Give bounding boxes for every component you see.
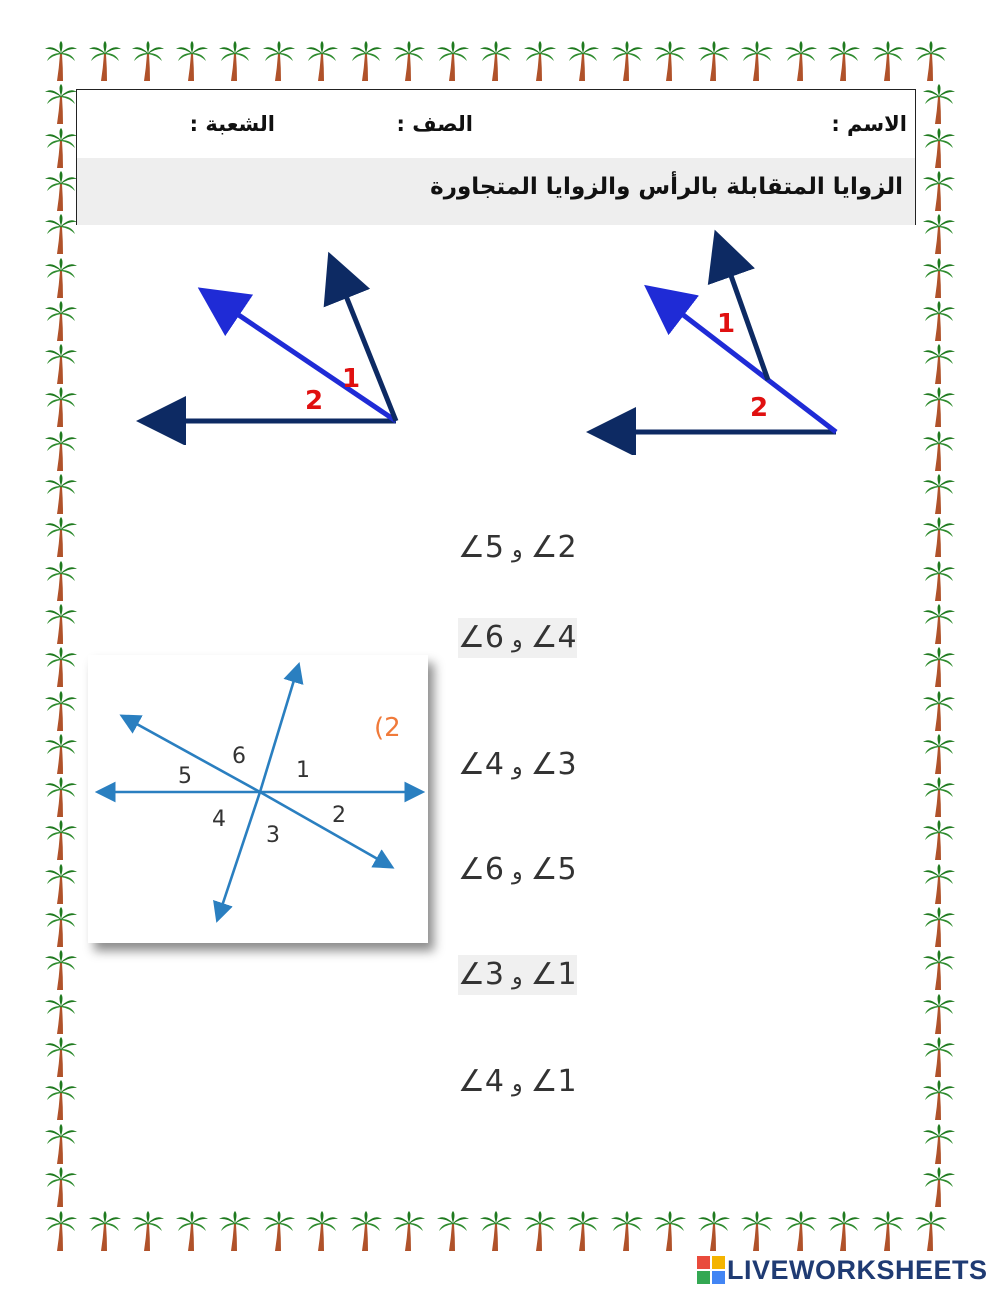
non-adjacent-angles-figure: [580, 225, 860, 455]
palm-tree-icon: [44, 300, 78, 342]
joiner-word: و: [511, 538, 523, 563]
palm-tree-icon: [44, 906, 78, 948]
liveworksheets-logo: [697, 1254, 988, 1286]
palm-tree-icon: [44, 690, 78, 732]
first-angle: ∠2: [530, 530, 577, 565]
question-number-note: (2: [374, 713, 401, 743]
palm-tree-icon: [262, 40, 296, 82]
second-angle: ∠4: [458, 747, 504, 782]
palm-tree-icon: [922, 733, 956, 775]
palm-tree-icon: [922, 646, 956, 688]
palm-tree-icon: [914, 1210, 948, 1252]
angle-label-2: 2: [332, 803, 346, 828]
palm-tree-icon: [922, 690, 956, 732]
palm-tree-icon: [871, 1210, 905, 1252]
joiner-word: و: [511, 860, 523, 885]
palm-tree-icon: [922, 386, 956, 428]
palm-tree-icon: [44, 993, 78, 1035]
palm-tree-icon: [922, 949, 956, 991]
palm-tree-icon: [44, 386, 78, 428]
palm-tree-icon: [922, 776, 956, 818]
palm-tree-icon: [44, 949, 78, 991]
palm-tree-icon: [131, 1210, 165, 1252]
section-label: الشعبة :: [189, 112, 275, 136]
palm-tree-icon: [922, 1079, 956, 1121]
brand-name: LIVEWORKSHEETS: [727, 1254, 988, 1285]
palm-tree-icon: [44, 1079, 78, 1121]
palm-tree-icon: [44, 516, 78, 558]
palm-tree-icon: [44, 646, 78, 688]
angle-pair[interactable]: [458, 850, 577, 890]
palm-tree-icon: [88, 1210, 122, 1252]
joiner-word: و: [511, 628, 523, 653]
palm-tree-icon: [88, 40, 122, 82]
palm-tree-icon: [392, 40, 426, 82]
palm-tree-icon: [175, 40, 209, 82]
second-angle: ∠6: [458, 620, 504, 655]
palm-tree-icon: [922, 863, 956, 905]
palm-tree-icon: [44, 257, 78, 299]
palm-tree-icon: [827, 1210, 861, 1252]
palm-tree-icon: [827, 40, 861, 82]
palm-tree-icon: [566, 1210, 600, 1252]
second-angle: ∠6: [458, 852, 504, 887]
palm-tree-icon: [305, 1210, 339, 1252]
angle-label-3: 3: [266, 823, 280, 848]
first-angle: ∠4: [530, 620, 577, 655]
palm-tree-icon: [44, 1123, 78, 1165]
palm-tree-icon: [566, 40, 600, 82]
second-angle: ∠4: [458, 1064, 504, 1099]
angle-pair[interactable]: [458, 528, 577, 568]
intersecting-lines-card: [88, 655, 428, 943]
palm-tree-icon: [922, 1036, 956, 1078]
steep-line-up: [260, 667, 298, 792]
palm-tree-icon: [44, 819, 78, 861]
palm-tree-icon: [44, 560, 78, 602]
palm-tree-icon: [262, 1210, 296, 1252]
angle-label-2: 2: [305, 386, 324, 416]
first-angle: ∠1: [530, 957, 577, 992]
palm-tree-icon: [218, 40, 252, 82]
first-angle: ∠5: [530, 852, 577, 887]
name-label: الاسم :: [831, 112, 907, 136]
palm-tree-icon: [610, 40, 644, 82]
palm-tree-icon: [740, 1210, 774, 1252]
palm-tree-icon: [218, 1210, 252, 1252]
palm-tree-icon: [44, 1036, 78, 1078]
palm-tree-icon: [479, 40, 513, 82]
palm-tree-icon: [44, 1210, 78, 1252]
worksheet-header: [76, 89, 916, 225]
palm-tree-icon: [436, 1210, 470, 1252]
palm-tree-icon: [871, 40, 905, 82]
angle-pair[interactable]: [458, 618, 577, 658]
adjacent-angles-figure: [120, 245, 420, 445]
palm-tree-icon: [922, 473, 956, 515]
palm-tree-icon: [922, 430, 956, 472]
palm-tree-icon: [44, 83, 78, 125]
palm-tree-icon: [922, 127, 956, 169]
palm-tree-icon: [922, 1166, 956, 1208]
palm-tree-icon: [922, 993, 956, 1035]
angle-label-4: 4: [212, 807, 226, 832]
palm-tree-icon: [523, 1210, 557, 1252]
ray-middle: [206, 293, 396, 421]
palm-tree-icon: [922, 603, 956, 645]
palm-tree-icon: [922, 560, 956, 602]
palm-tree-icon: [175, 1210, 209, 1252]
palm-tree-icon: [784, 40, 818, 82]
palm-tree-icon: [44, 776, 78, 818]
first-angle: ∠1: [530, 1064, 577, 1099]
palm-tree-icon: [44, 733, 78, 775]
palm-tree-icon: [922, 343, 956, 385]
palm-tree-icon: [922, 170, 956, 212]
palm-tree-icon: [392, 1210, 426, 1252]
student-info-row: [77, 90, 915, 159]
palm-tree-icon: [922, 1123, 956, 1165]
palm-tree-icon: [922, 300, 956, 342]
worksheet-title: الزوايا المتقابلة بالرأس والزوايا المتجاورة: [430, 174, 903, 200]
joiner-word: و: [511, 1072, 523, 1097]
palm-tree-icon: [914, 40, 948, 82]
palm-tree-icon: [653, 40, 687, 82]
palm-tree-icon: [784, 1210, 818, 1252]
angle-label-1: 1: [296, 758, 310, 783]
angle-pair[interactable]: [458, 955, 577, 995]
palm-tree-icon: [44, 343, 78, 385]
palm-tree-icon: [44, 863, 78, 905]
palm-tree-icon: [349, 1210, 383, 1252]
palm-tree-icon: [436, 40, 470, 82]
palm-tree-icon: [305, 40, 339, 82]
palm-tree-icon: [44, 1166, 78, 1208]
palm-tree-icon: [44, 213, 78, 255]
class-label: الصف :: [396, 112, 473, 136]
palm-tree-icon: [697, 40, 731, 82]
palm-tree-icon: [349, 40, 383, 82]
angle-pair[interactable]: [458, 745, 577, 785]
palm-tree-icon: [922, 906, 956, 948]
palm-tree-icon: [922, 213, 956, 255]
palm-tree-icon: [44, 127, 78, 169]
palm-tree-icon: [44, 473, 78, 515]
angle-label-2: 2: [750, 393, 769, 423]
palm-tree-icon: [44, 170, 78, 212]
title-row: [77, 158, 915, 225]
palm-tree-icon: [922, 516, 956, 558]
angle-label-1: 1: [717, 309, 736, 339]
palm-tree-icon: [610, 1210, 644, 1252]
angle-label-5: 5: [178, 764, 192, 789]
angle-pair[interactable]: [458, 1062, 577, 1102]
logo-blocks-icon: [697, 1256, 725, 1284]
joiner-word: و: [511, 755, 523, 780]
palm-tree-icon: [922, 819, 956, 861]
palm-tree-icon: [44, 430, 78, 472]
joiner-word: و: [511, 965, 523, 990]
palm-tree-icon: [653, 1210, 687, 1252]
palm-tree-icon: [44, 40, 78, 82]
palm-tree-icon: [131, 40, 165, 82]
palm-tree-icon: [523, 40, 557, 82]
angle-label-1: 1: [342, 364, 361, 394]
palm-tree-icon: [922, 83, 956, 125]
first-angle: ∠3: [530, 747, 577, 782]
second-angle: ∠3: [458, 957, 504, 992]
intersecting-lines-figure: [88, 655, 428, 943]
palm-tree-icon: [740, 40, 774, 82]
second-angle: ∠5: [458, 530, 504, 565]
palm-tree-icon: [44, 603, 78, 645]
angle-label-6: 6: [232, 744, 246, 769]
palm-tree-icon: [922, 257, 956, 299]
palm-tree-icon: [697, 1210, 731, 1252]
palm-tree-icon: [479, 1210, 513, 1252]
